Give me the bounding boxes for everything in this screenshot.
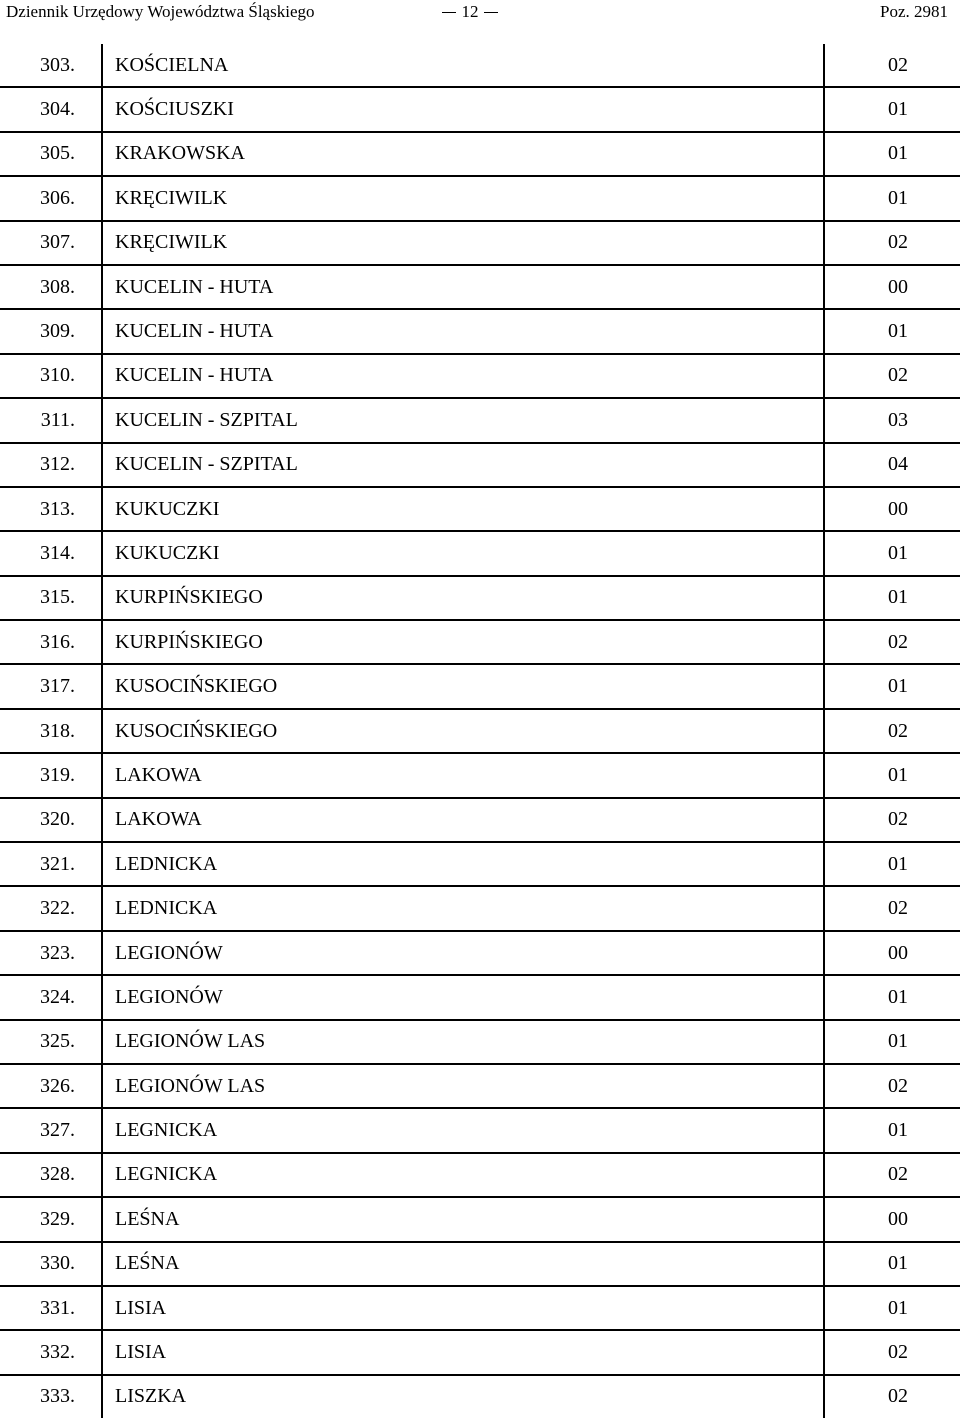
street-code: 02 (888, 719, 908, 742)
row-number: 316. (0, 620, 102, 664)
row-number: 325. (0, 1020, 102, 1064)
page-number: 12 (461, 2, 479, 21)
street-name: KUCELIN - HUTA (102, 265, 824, 309)
table-row (0, 176, 960, 220)
street-code: 02 (888, 53, 908, 76)
table-row (0, 132, 960, 176)
table-row (0, 1375, 960, 1418)
street-name: LEGNICKA (102, 1108, 824, 1152)
row-number: 332. (0, 1330, 102, 1374)
table-row (0, 1242, 960, 1286)
table-row (0, 886, 960, 930)
street-code: 04 (888, 453, 908, 476)
street-name: KRAKOWSKA (102, 132, 824, 176)
table-row (0, 221, 960, 265)
street-code: 00 (888, 1207, 908, 1230)
street-code: 03 (888, 408, 908, 431)
row-number: 317. (0, 664, 102, 708)
street-name: LISZKA (102, 1375, 824, 1418)
table-row (0, 1197, 960, 1241)
table-row (0, 44, 960, 87)
street-name: LAKOWA (102, 798, 824, 842)
table-row (0, 620, 960, 664)
street-code: 00 (888, 497, 908, 520)
street-code: 02 (888, 1341, 908, 1364)
table-row (0, 576, 960, 620)
street-name: KUCELIN - SZPITAL (102, 443, 824, 487)
row-number: 304. (0, 87, 102, 131)
street-name: KUCELIN - HUTA (102, 354, 824, 398)
street-name: KURPIŃSKIEGO (102, 620, 824, 664)
table-row (0, 1064, 960, 1108)
table-row (0, 1286, 960, 1330)
table-row (0, 709, 960, 753)
row-number: 305. (0, 132, 102, 176)
row-number: 310. (0, 354, 102, 398)
street-code: 01 (888, 586, 908, 609)
table-row (0, 798, 960, 842)
row-number: 309. (0, 309, 102, 353)
row-number: 308. (0, 265, 102, 309)
table-row (0, 531, 960, 575)
row-number: 331. (0, 1286, 102, 1330)
row-number: 306. (0, 176, 102, 220)
table-row (0, 842, 960, 886)
street-name: KUCELIN - HUTA (102, 309, 824, 353)
row-number: 315. (0, 576, 102, 620)
row-number: 333. (0, 1375, 102, 1418)
street-code: 01 (888, 1119, 908, 1142)
row-number: 329. (0, 1197, 102, 1241)
row-number: 303. (0, 44, 102, 87)
table-row (0, 87, 960, 131)
street-code: 02 (888, 231, 908, 254)
street-name: KUKUCZKI (102, 487, 824, 531)
street-code: 02 (888, 630, 908, 653)
street-name: LISIA (102, 1286, 824, 1330)
page-number-dash-right (484, 12, 498, 13)
position-number: Poz. 2981 (880, 2, 948, 21)
row-number: 314. (0, 531, 102, 575)
street-name: KOŚCIUSZKI (102, 87, 824, 131)
street-code: 02 (888, 1385, 908, 1408)
street-name: KURPIŃSKIEGO (102, 576, 824, 620)
street-name: LAKOWA (102, 753, 824, 797)
street-name: KRĘCIWILK (102, 221, 824, 265)
street-name: LEGIONÓW LAS (102, 1020, 824, 1064)
table-row (0, 487, 960, 531)
street-name: LEGIONÓW LAS (102, 1064, 824, 1108)
street-code: 02 (888, 897, 908, 920)
row-number: 326. (0, 1064, 102, 1108)
street-code: 01 (888, 675, 908, 698)
street-code: 02 (888, 808, 908, 831)
row-number: 323. (0, 931, 102, 975)
street-code: 01 (888, 320, 908, 343)
table-row (0, 1020, 960, 1064)
row-number: 307. (0, 221, 102, 265)
street-name: LEDNICKA (102, 886, 824, 930)
row-number: 324. (0, 975, 102, 1019)
street-code: 01 (888, 1296, 908, 1319)
table-row (0, 398, 960, 442)
table-row (0, 1153, 960, 1197)
street-name: LEDNICKA (102, 842, 824, 886)
street-code: 01 (888, 541, 908, 564)
street-code: 00 (888, 941, 908, 964)
street-list-body (0, 44, 960, 1418)
table-row (0, 354, 960, 398)
street-code: 01 (888, 852, 908, 875)
street-code: 01 (888, 1030, 908, 1053)
row-number: 312. (0, 443, 102, 487)
street-name: KUSOCIŃSKIEGO (102, 709, 824, 753)
street-code: 01 (888, 763, 908, 786)
table-row (0, 443, 960, 487)
row-number: 313. (0, 487, 102, 531)
street-name: LEŚNA (102, 1242, 824, 1286)
street-name: KUKUCZKI (102, 531, 824, 575)
street-code: 02 (888, 1074, 908, 1097)
street-list-table-wrapper (0, 44, 960, 1418)
street-name: KRĘCIWILK (102, 176, 824, 220)
journal-title: Dziennik Urzędowy Województwa Śląskiego (6, 2, 315, 21)
row-number: 311. (0, 398, 102, 442)
table-row (0, 664, 960, 708)
street-name: KUCELIN - SZPITAL (102, 398, 824, 442)
row-number: 327. (0, 1108, 102, 1152)
street-list-table (0, 44, 960, 1418)
street-name: LEGIONÓW (102, 931, 824, 975)
row-number: 322. (0, 886, 102, 930)
street-code: 01 (888, 1252, 908, 1275)
street-code: 01 (888, 186, 908, 209)
table-row (0, 1108, 960, 1152)
street-code: 01 (888, 98, 908, 121)
row-number: 328. (0, 1153, 102, 1197)
street-code: 01 (888, 985, 908, 1008)
street-code: 01 (888, 142, 908, 165)
row-number: 330. (0, 1242, 102, 1286)
street-name: LISIA (102, 1330, 824, 1374)
street-name: LEŚNA (102, 1197, 824, 1241)
table-row (0, 931, 960, 975)
row-number: 321. (0, 842, 102, 886)
street-name: LEGNICKA (102, 1153, 824, 1197)
row-number: 319. (0, 753, 102, 797)
table-row (0, 265, 960, 309)
page-header (0, 0, 960, 28)
street-name: KUSOCIŃSKIEGO (102, 664, 824, 708)
street-name: LEGIONÓW (102, 975, 824, 1019)
table-row (0, 753, 960, 797)
row-number: 318. (0, 709, 102, 753)
street-code: 00 (888, 275, 908, 298)
table-row (0, 1330, 960, 1374)
street-name: KOŚCIELNA (102, 44, 824, 87)
street-code: 02 (888, 364, 908, 387)
street-code: 02 (888, 1163, 908, 1186)
row-number: 320. (0, 798, 102, 842)
table-row (0, 309, 960, 353)
table-row (0, 975, 960, 1019)
